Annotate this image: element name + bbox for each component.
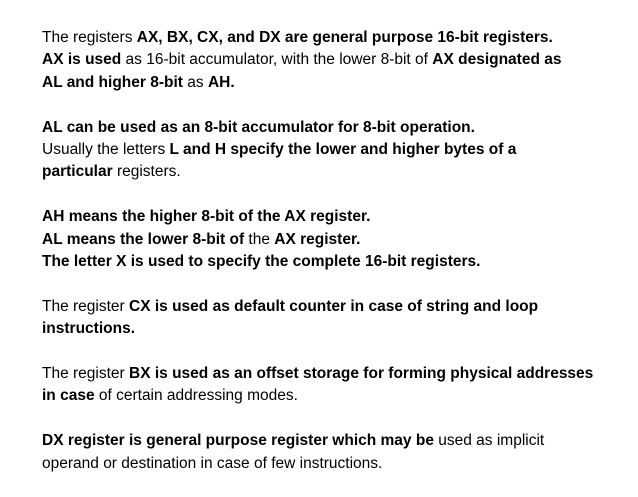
bold-text-run: particular bbox=[42, 163, 113, 181]
text-run: The register bbox=[42, 365, 130, 383]
paragraph bbox=[42, 117, 632, 184]
text-line bbox=[42, 72, 632, 94]
paragraph bbox=[42, 27, 632, 94]
bold-text-run: AX register. bbox=[274, 230, 361, 248]
text-line bbox=[42, 430, 632, 452]
text-run: The register bbox=[42, 297, 130, 315]
bold-text-run: AH. bbox=[207, 73, 235, 91]
bold-text-run: AL means the lower 8-bit of bbox=[42, 230, 245, 248]
text-run: of certain addressing modes. bbox=[94, 387, 298, 405]
text-line bbox=[42, 49, 632, 71]
bold-text-run: L and H specify the lower and higher bytes of a bbox=[169, 141, 517, 159]
text-line bbox=[42, 117, 632, 139]
text-line bbox=[42, 363, 632, 385]
text-line bbox=[42, 296, 632, 318]
text-run: as 16-bit accumulator, with the lower 8-bit of bbox=[121, 51, 433, 69]
bold-text-run: instructions. bbox=[42, 320, 136, 338]
text-run: The registers bbox=[42, 29, 137, 46]
text-run: operand or destination in case of few instructions. bbox=[42, 454, 383, 472]
bold-text-run: AL can be used as an 8-bit accumulator for 8-bit operation. bbox=[42, 118, 475, 136]
paragraph bbox=[42, 430, 632, 475]
text-line bbox=[42, 251, 632, 273]
bold-text-run: AX is used bbox=[42, 51, 122, 69]
text-line bbox=[42, 453, 632, 475]
bold-text-run: CX is used as default counter in case of string and loop bbox=[129, 297, 539, 315]
bold-text-run: in case bbox=[42, 387, 95, 405]
bold-text-run: AL and higher 8-bit bbox=[42, 73, 183, 91]
text-line bbox=[42, 206, 632, 228]
text-run: registers. bbox=[112, 163, 181, 181]
text-line bbox=[42, 139, 632, 161]
text-line bbox=[42, 27, 632, 49]
text-run: as bbox=[182, 73, 208, 91]
bold-text-run: BX is used as an offset storage for forming physical addresses bbox=[129, 365, 594, 383]
bold-text-run: AX designated as bbox=[432, 51, 562, 69]
text-line bbox=[42, 161, 632, 183]
bold-text-run: DX register is general purpose register which may be bbox=[42, 432, 434, 450]
text-line bbox=[42, 318, 632, 340]
bold-text-run: AH means the higher 8-bit of the AX register. bbox=[42, 208, 371, 226]
text-run: the bbox=[244, 230, 275, 248]
text-run: used as implicit bbox=[433, 432, 545, 450]
text-run: Usually the letters bbox=[42, 141, 170, 159]
bold-text-run: The letter X is used to specify the complete 16-bit registers. bbox=[42, 253, 481, 271]
paragraph bbox=[42, 206, 632, 273]
text-line bbox=[42, 229, 632, 251]
bold-text-run: AX, BX, CX, and DX are general purpose 16-bit registers. bbox=[136, 29, 553, 46]
text-line bbox=[42, 385, 632, 407]
paragraph bbox=[42, 296, 632, 341]
paragraph bbox=[42, 363, 632, 408]
document-body bbox=[42, 27, 632, 497]
